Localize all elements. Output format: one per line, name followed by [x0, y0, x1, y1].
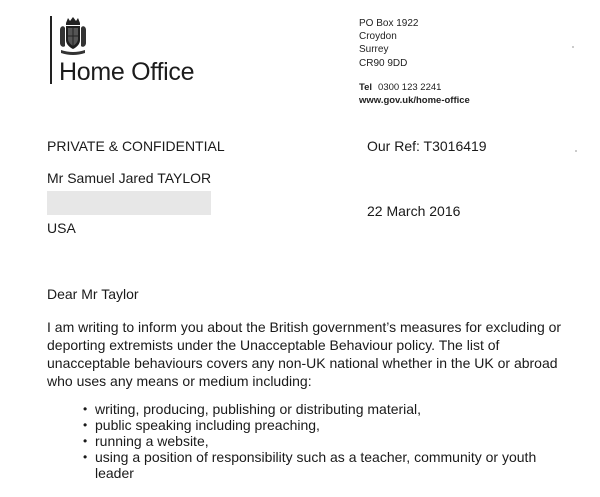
list-item: • running a website,: [83, 433, 209, 449]
telephone-number: 0300 123 2241: [378, 82, 442, 93]
list-item: • writing, producing, publishing or distributing material,: [83, 401, 422, 417]
list-item-text: running a website,: [95, 433, 209, 449]
behaviour-list: [83, 401, 565, 481]
scan-speck: [572, 46, 574, 48]
letter-date: 22 March 2016: [367, 203, 461, 219]
body-line: unacceptable behaviours covers any non-UK national whether in the UK or abroad: [47, 355, 558, 371]
address-line: Croydon: [359, 31, 397, 43]
classification-label: PRIVATE & CONFIDENTIAL: [47, 138, 225, 154]
contact-details: [359, 82, 470, 107]
list-item-text: public speaking including preaching,: [95, 417, 320, 433]
telephone-label: Tel: [359, 82, 373, 93]
redacted-address-block: [47, 191, 211, 215]
list-item-text: using a position of responsibility such as a teacher, community or youth leader: [95, 449, 537, 481]
postal-address: [359, 17, 418, 70]
body-line: who uses any means or medium including:: [47, 373, 312, 389]
body-paragraph: [47, 318, 572, 390]
our-reference: Our Ref: T3016419: [367, 138, 487, 154]
scan-speck: [575, 150, 577, 152]
website-link[interactable]: www.gov.uk/home-office: [359, 94, 470, 106]
recipient-name: Mr Samuel Jared TAYLOR: [47, 170, 212, 186]
address-line: CR90 9DD: [359, 57, 408, 69]
address-line: Surrey: [359, 44, 389, 56]
letterhead-rule: [50, 16, 52, 84]
list-item: • using a position of responsibility such as a teacher, community or youth leader: [83, 449, 537, 481]
salutation: Dear Mr Taylor: [47, 286, 139, 302]
org-name: Home Office: [59, 58, 195, 86]
telephone-line: [359, 82, 470, 95]
body-line: deporting extremists under the Unacceptable Behaviour policy. The list of: [47, 337, 500, 353]
royal-coat-of-arms-icon: [57, 16, 89, 56]
address-line: PO Box 1922: [359, 18, 419, 29]
recipient-country: USA: [47, 220, 76, 236]
list-item: • public speaking including preaching,: [83, 417, 320, 433]
body-line: I am writing to inform you about the British government’s measures for excluding or: [47, 319, 562, 335]
list-item-text: writing, producing, publishing or distributing material,: [95, 401, 422, 417]
